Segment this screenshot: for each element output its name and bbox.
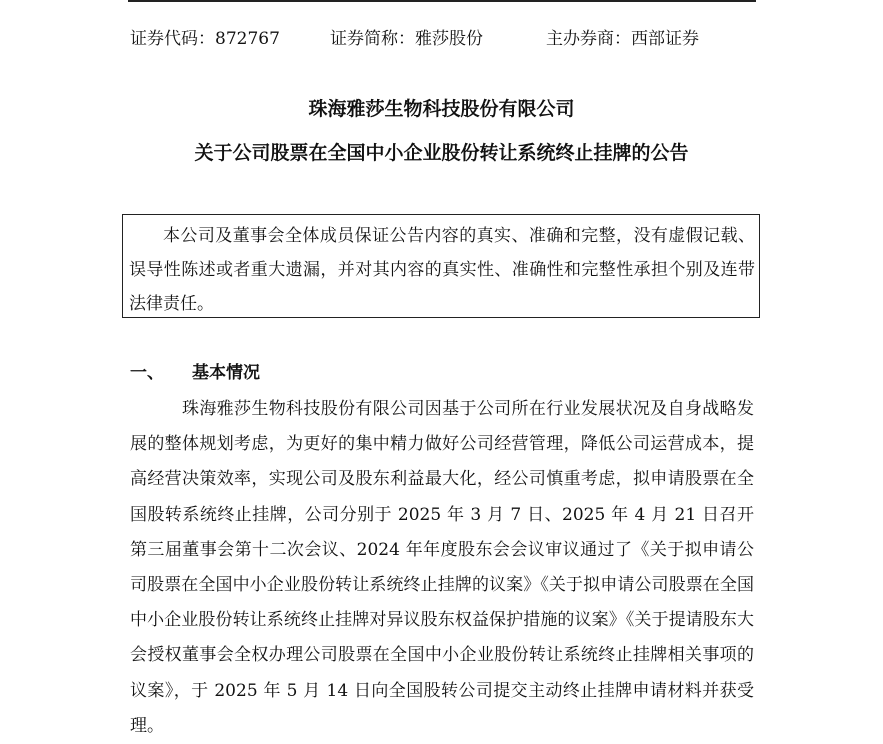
security-code: 证券代码：872767 [130, 29, 280, 49]
company-title: 珠海雅莎生物科技股份有限公司 [308, 98, 575, 120]
board-statement-box [122, 214, 760, 318]
section-title: 基本情况 [192, 363, 260, 383]
lead-broker: 主办券商：西部证券 [546, 29, 699, 49]
announcement-title: 关于公司股票在全国中小企业股份转让系统终止挂牌的公告 [194, 142, 689, 164]
section-number: 一、 [130, 363, 164, 383]
board-statement-text: 本公司及董事会全体成员保证公告内容的真实、准确和完整，没有虚假记载、误导性陈述或者重大遗漏，并对其内容的真实性、准确性和完整性承担个别及连带法律责任。 [129, 226, 755, 314]
security-abbreviation: 证券简称：雅莎股份 [330, 29, 483, 49]
basic-situation-paragraph: 珠海雅莎生物科技股份有限公司因基于公司所在行业发展状况及自身战略发展的整体规划考虑，为更好的集中精力做好公司经营管理，降低公司运营成本，提高经营决策效率，实现公司及股东利益最大化，经公司慎重考虑，拟申请股票在全国股转系统终止挂牌，公司分别于 2025 年 3 月 7 日、2025 年 4 月 21 日召开第三届董事会第十二次会议、2024 年年度股东会会议审议通过了《关于拟申请公司股票在全国中小企业股份转让系统终止挂牌的议案》《关于拟申请公司股票在全国中小企业股份转让系统终止挂牌对异议股东权益保护措施的议案》《关于提请股东大会授权董事会全权办理公司股票在全国中小企业股份转让系统终止挂牌相关事项的议案》，于 2025 年 5 月 14 日向全国股转公司提交主动终止挂牌申请材料并获受理。 [130, 399, 754, 736]
header-rule [128, 0, 756, 2]
